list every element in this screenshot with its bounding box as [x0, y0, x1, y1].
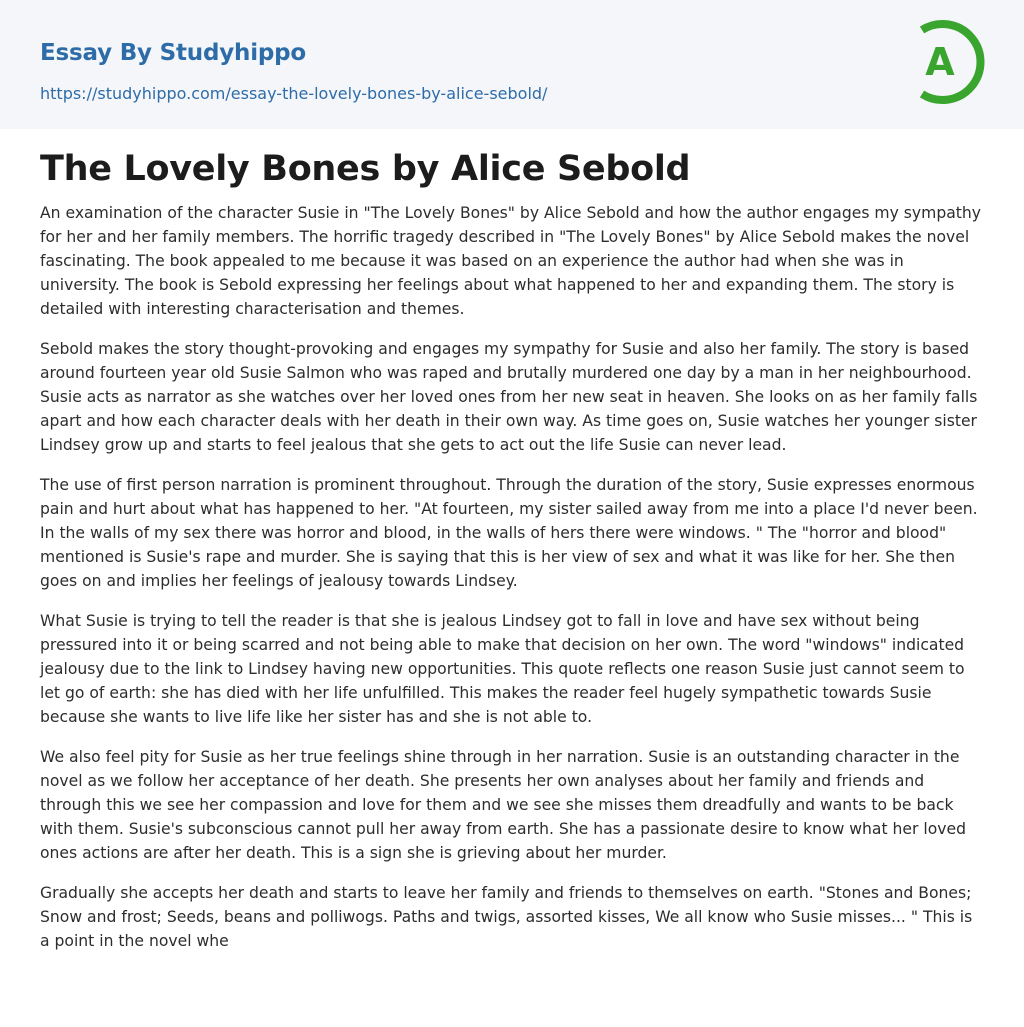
essay-url-link[interactable]: https://studyhippo.com/essay-the-lovely-bones-by-alice-sebold/: [40, 84, 548, 103]
logo-letter: A: [925, 40, 955, 84]
essay-paragraph-2: Sebold makes the story thought-provoking and engages my sympathy for Susie and also her family. The story is based around fourteen year old Susie Salmon who was raped and brutally murdered one day by a man in her neighbourhood. Susie acts as narrator as she watches over her loved ones from her new seat in heaven. She looks on as her family falls apart and how each character deals with her death in their own way. As time goes on, Susie watches her younger sister Lindsey grow up and starts to feel jealous that she gets to act out the life Susie can never lead.: [40, 340, 978, 454]
essay-paragraph-6: Gradually she accepts her death and starts to leave her family and friends to themselves on earth. "Stones and Bones; Snow and frost; Seeds, beans and polliwogs. Paths and twigs, assorted kisses, We all know who Susie misses... " This is a point in the novel whe: [40, 884, 973, 950]
studyhippo-logo-icon[interactable]: [912, 18, 988, 106]
essay-paragraph-5: We also feel pity for Susie as her true feelings shine through in her narration. Susie is an outstanding character in the novel as we follow her acceptance of her death. She presents her own analyses about her family and friends and through this we see her compassion and love for them and we see she misses them dreadfully and wants to be back with them. Susie's subconscious cannot pull her away from earth. She has a passionate desire to know what her loved ones actions are after her death. This is a sign she is grieving about her murder.: [40, 748, 966, 862]
essay-paragraph-4: What Susie is trying to tell the reader is that she is jealous Lindsey got to fall in love and have sex without being pressured into it or being scarred and not being able to make that decision on her own. The word "windows" indicated jealousy due to the link to Lindsey having new opportunities. This quote reflects one reason Susie just cannot seem to let go of earth: she has died with her life unfulfilled. This makes the reader feel hugely sympathetic towards Susie because she wants to live life like her sister has and she is not able to.: [40, 612, 965, 726]
essay-content: [0, 129, 1024, 953]
essay-paragraph-1: An examination of the character Susie in "The Lovely Bones" by Alice Sebold and how the author engages my sympathy for her and her family members. The horrific tragedy described in "The Lovely Bones" by Alice Sebold makes the novel fascinating. The book appealed to me because it was based on an experience the author had when she was in university. The book is Sebold expressing her feelings about what happened to her and expanding them. The story is detailed with interesting characterisation and themes.: [40, 204, 982, 318]
site-header: [0, 0, 1024, 129]
site-brand[interactable]: Essay By Studyhippo: [40, 40, 307, 66]
essay-paragraph-3: The use of first person narration is prominent throughout. Through the duration of the story, Susie expresses enormous pain and hurt about what has happened to her. "At fourteen, my sister sailed away from me into a place I'd never been. In the walls of my sex there was horror and blood, in the walls of hers there were windows. " The "horror and blood" mentioned is Susie's rape and murder. She is saying that this is her view of sex and what it was like for her. She then goes on and implies her feelings of jealousy towards Lindsey.: [40, 476, 978, 590]
essay-title: The Lovely Bones by Alice Sebold: [40, 149, 691, 189]
